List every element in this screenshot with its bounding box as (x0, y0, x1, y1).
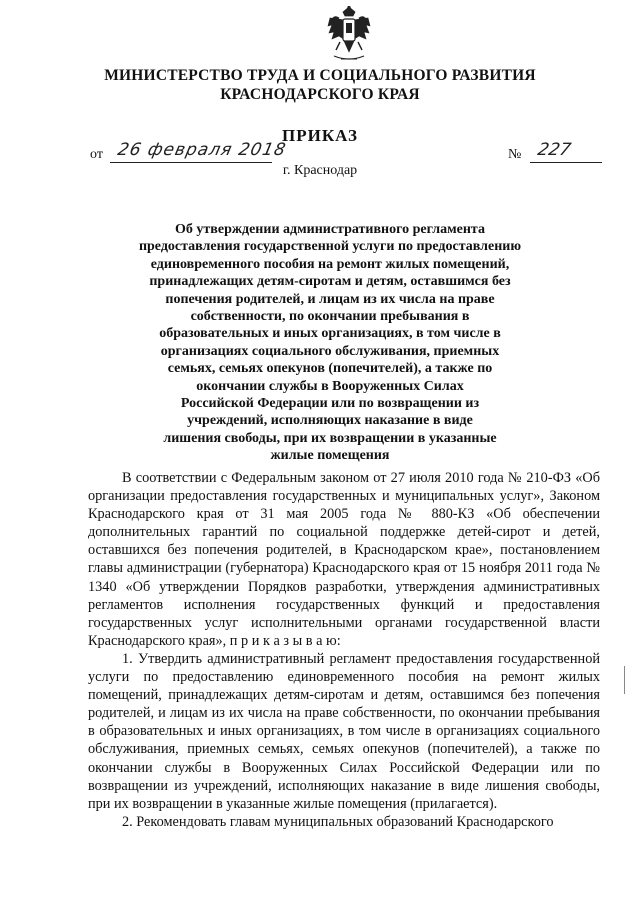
date-prefix: от (90, 147, 103, 162)
subject-line: учреждений, исполняющих наказание в виде (187, 413, 473, 429)
subject-line: семьях, семьях опекунов (попечителей), а также по (167, 361, 493, 377)
order-body (88, 469, 600, 831)
ministry-line-1: МИНИСТЕРСТВО ТРУДА И СОЦИАЛЬНОГО РАЗВИТИЯ (104, 67, 536, 84)
subject-line: образовательных и иных организациях, в том числе в (159, 326, 501, 342)
coat-of-arms-icon (326, 6, 372, 62)
subject-line: окончании службы в Вооруженных Силах (196, 378, 464, 394)
preamble-paragraph: В соответствии с Федеральным законом от 27 июля 2010 года № 210-ФЗ «Об организации предоставления государственных и муниципальных услуг», Законом Краснодарского края от 31 мая 2005 года № 880-КЗ «Об обеспечении дополнительных гарантий по социальной поддержке детей-сирот и детей, оставшихся без попечения родителей, в Краснодарском крае», постановлением главы администрации (губернатора) Краснодарского края от 15 ноября 2011 года № 1340 «Об утверждении Порядков разработки, утверждения административных регламентов исполнения государственных функций и предоставления государственных услуг исполнительными органами государственной власти Краснодарского края», п р и к а з ы в а ю: (88, 470, 600, 649)
subject-line: попечения родителей, и лицам из их числа на праве (165, 291, 495, 307)
subject-line: Об утверждении административного регламента (175, 222, 485, 237)
subject-line: жилые помещения (270, 448, 390, 464)
subject-line: единовременного пособия на ремонт жилых помещений, (150, 256, 510, 272)
handwritten-number: 227 (535, 140, 573, 160)
subject-line: Российской Федерации или по возвращении из (180, 396, 480, 412)
ministry-name (0, 66, 640, 104)
subject-line: принадлежащих детям-сиротам и детям, оставшимся без (149, 274, 511, 290)
margin-mark (624, 666, 627, 694)
subject-line: собственности, по окончании пребывания в (190, 309, 470, 325)
number-prefix: № (508, 147, 522, 162)
subject-line: предоставления государственной услуги по предоставлению (138, 239, 522, 255)
city: г. Краснодар (282, 163, 358, 178)
subject-line: организациях социального обслуживания, приемных (160, 343, 500, 359)
order-item-1: 1. Утвердить административный регламент предоставления государственной услуги по предоставлению единовременного пособия на ремонт жилых помещений, принадлежащих детям-сиротам и детям, оставшимся без попечения родителей, и лицам из их числа на праве собственности, по окончании пребывания в образовательных и иных организациях, в том числе в организациях социального обслуживания, приемных семьях, семьях опекунов (попечителей), а также по окончании службы в Вооруженных Силах Российской Федерации или по возвращении из учреждений, исполняющих наказание в виде лишения свободы, при их возвращении в указанные жилые помещения (прилагается). (88, 650, 600, 812)
ministry-line-2: КРАСНОДАРСКОГО КРАЯ (220, 86, 420, 103)
order-item-2: 2. Рекомендовать главам муниципальных образований Краснодарского (122, 813, 554, 830)
handwritten-date: 26 февраля 2018 (115, 140, 289, 160)
document-title: ПРИКАЗ (282, 126, 358, 145)
order-subject (120, 221, 540, 465)
subject-line: лишения свободы, при их возвращении в указанные (163, 430, 497, 446)
